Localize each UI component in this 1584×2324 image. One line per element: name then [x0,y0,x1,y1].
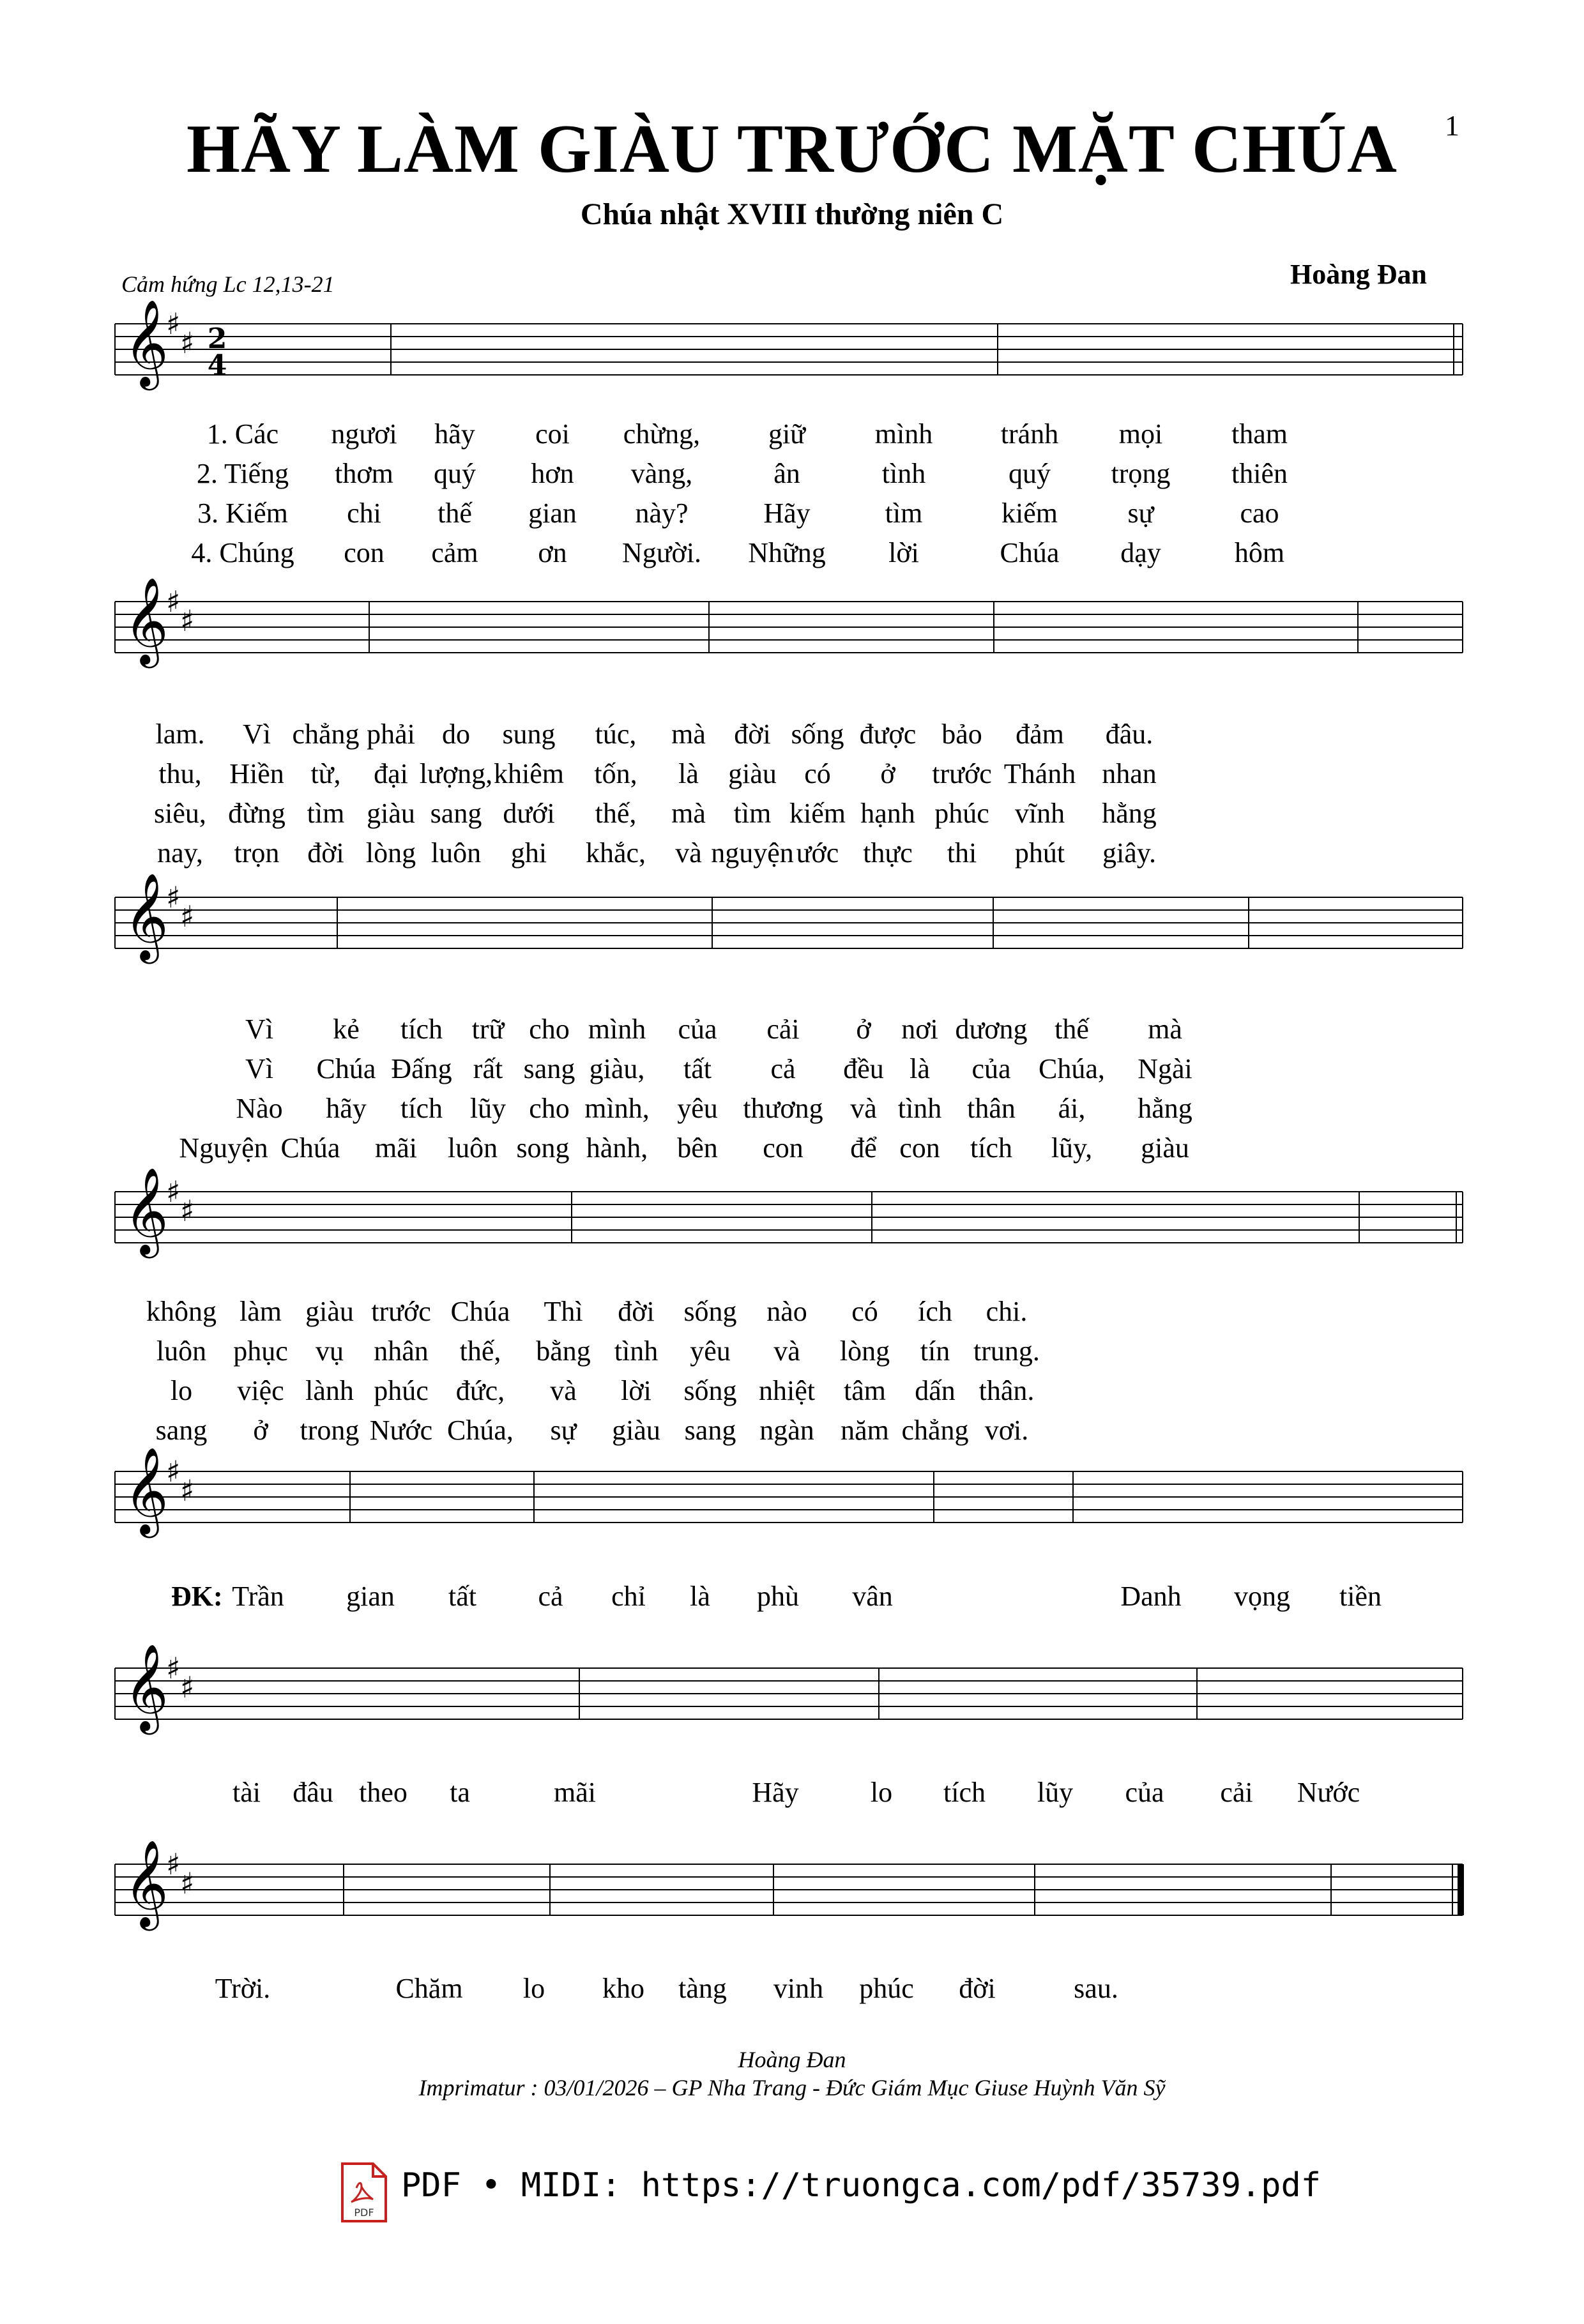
lyric-syllable: vân [852,1581,893,1612]
lyric-syllable: là [910,1053,930,1084]
lyric-syllable: chẳng [292,718,360,750]
lyric-syllable: hạnh [860,798,915,829]
lyric-syllable: tìm [885,497,923,529]
composer-name: Hoàng Đan [1290,259,1427,290]
lyric-syllable: 2. Tiếng [196,458,289,489]
treble-clef: 𝄞 [124,1839,169,1927]
lyric-syllable: đức, [455,1375,505,1406]
lyric-syllable: đời [734,718,771,750]
lyric-syllable: khiêm [494,758,564,789]
lyric-syllable: và [850,1093,877,1124]
lyric-syllable: Nước [1297,1777,1360,1808]
lyric-syllable: vàng, [630,458,693,489]
lyric-syllable: tài [232,1777,261,1808]
lyric-syllable: Trần [232,1581,284,1612]
lyric-syllable: tín [920,1335,950,1367]
sharp-icon: ♯ [166,1454,181,1489]
lyric-syllable: đâu. [1105,718,1154,750]
lyric-syllable: sống [683,1375,737,1406]
sharp-icon: ♯ [180,1194,195,1228]
page-number: 1 [1445,109,1459,142]
lyric-syllable: quý [1009,458,1051,489]
lyric-syllable: thế, [459,1335,501,1367]
lyric-syllable: bên [677,1132,718,1164]
lyric-syllable: Thì [544,1296,583,1327]
lyric-syllable: thân [967,1093,1016,1124]
sharp-icon: ♯ [180,326,195,360]
lyric-syllable: ngươi [331,418,397,450]
lyric-syllable: phù [757,1581,799,1612]
lyric-syllable: ái, [1058,1093,1086,1124]
pdf-file-icon[interactable] [340,2162,388,2224]
lyric-syllable: giàu [367,798,415,829]
lyric-syllable: kiếm [789,798,846,829]
treble-clef: 𝄞 [124,1446,169,1534]
lyric-syllable: phút [1014,837,1065,869]
lyric-syllable: có [851,1296,878,1327]
lyric-syllable: ân [773,458,800,489]
lyric-syllable: vơi. [984,1415,1029,1446]
lyric-syllable: do [442,718,470,750]
lyric-syllable: chừng, [623,418,701,450]
lyric-syllable: nhiệt [759,1375,815,1406]
treble-clef: 𝄞 [124,1166,169,1254]
lyric-syllable: ơn [538,537,567,568]
lyric-syllable: mình [588,1014,646,1045]
lyric-syllable: Người. [621,537,702,568]
lyric-syllable: Trời. [215,1973,271,2004]
lyric-syllable: sự [550,1415,577,1446]
lyric-syllable: việc [237,1375,284,1406]
lyric-syllable: thương [743,1093,823,1124]
lyric-syllable: Thánh [1003,758,1076,789]
lyric-syllable: yêu [690,1335,731,1367]
lyric-syllable: lam. [155,718,205,750]
lyric-syllable: lòng [839,1335,890,1367]
lyric-syllable: trữ [471,1014,505,1045]
sharp-icon: ♯ [180,1670,195,1705]
lyric-syllable: đừng [228,798,286,829]
lyric-syllable: gian [346,1581,395,1612]
footer-author: Hoàng Đan [738,2047,846,2072]
lyric-syllable: thiên [1231,458,1288,489]
lyric-syllable: cải [766,1014,800,1045]
treble-clef: 𝄞 [124,872,169,960]
lyric-syllable: luôn [156,1335,207,1367]
lyric-syllable: mình, [584,1093,650,1124]
lyric-syllable: phục [233,1335,288,1367]
lyric-syllable: trọng [1111,458,1171,489]
lyric-syllable: tìm [733,798,772,829]
lyric-syllable: con [344,537,385,568]
final-barline [1458,1864,1464,1915]
lyric-syllable: Hiền [229,758,284,789]
lyric-syllable: cả [538,1581,563,1612]
sharp-icon: ♯ [180,899,195,934]
lyric-syllable: và [773,1335,800,1367]
lyric-syllable: bằng [536,1335,591,1367]
lyric-syllable: cảm [431,537,478,568]
lyric-syllable: 4. Chúng [191,537,294,568]
sharp-icon: ♯ [166,1847,181,1881]
lyric-syllable: sang [155,1415,208,1446]
lyric-syllable: siêu, [154,798,206,829]
sharp-icon: ♯ [180,1473,195,1508]
lyric-syllable: 3. Kiếm [197,497,288,529]
lyric-syllable: cải [1220,1777,1253,1808]
lyric-syllable: mình [874,418,933,450]
sharp-icon: ♯ [166,584,181,619]
lyric-syllable: yêu [677,1093,718,1124]
sharp-icon: ♯ [166,1651,181,1685]
lyric-syllable: sung [502,718,556,750]
lyric-syllable: theo [359,1777,407,1808]
lyric-syllable: quý [434,458,476,489]
lyric-syllable: lành [305,1375,354,1406]
lyric-syllable: đâu [293,1777,333,1808]
lyric-syllable: tốn, [594,758,637,789]
treble-clef: 𝄞 [124,298,169,386]
lyric-syllable: vọng [1234,1581,1290,1612]
lyric-syllable: dương [955,1014,1028,1045]
lyric-syllable: cả [770,1053,796,1084]
lyric-syllable: Danh [1120,1581,1182,1612]
pdf-icon-label: PDF [354,2206,374,2219]
lyric-syllable: gian [528,497,577,529]
lyric-syllable: Chúa [1000,537,1060,568]
lyric-syllable: lũy, [1051,1132,1093,1164]
lyric-syllable: ở [253,1415,268,1446]
lyric-syllable: không [146,1296,217,1327]
lyric-syllable: ở [856,1014,871,1045]
lyric-syllable: chi. [986,1296,1028,1327]
lyric-syllable: làm [240,1296,282,1327]
lyric-syllable: sống [683,1296,737,1327]
footer-imprimatur: Imprimatur : 03/01/2026 – GP Nha Trang - Đức Giám Mục Giuse Huỳnh Văn Sỹ [418,2075,1166,2100]
lyric-syllable: lời [621,1375,651,1406]
lyric-syllable: của [678,1014,717,1045]
lyric-syllable: phải [367,718,415,750]
refrain-label: ĐK: [171,1581,223,1612]
lyric-syllable: lũy [1037,1777,1074,1808]
lyric-syllable: giàu [612,1415,660,1446]
lyric-syllable: cho [529,1093,570,1124]
lyric-syllable: có [804,758,831,789]
sharp-icon: ♯ [166,1174,181,1209]
lyric-syllable: Ngài [1138,1053,1192,1084]
lyric-syllable: hằng [1102,798,1157,829]
lyric-syllable: rất [473,1053,503,1084]
lyric-syllable: túc, [595,718,637,750]
lyric-syllable: nơi [901,1014,938,1045]
lyric-syllable: lòng [365,837,416,869]
lyric-syllable: ngàn [759,1415,814,1446]
lyric-syllable: Chúa [316,1053,376,1084]
sharp-icon: ♯ [180,1866,195,1901]
lyric-syllable: thi [947,837,977,869]
lyric-syllable: giàu [305,1296,354,1327]
download-link[interactable]: PDF • MIDI: https://truongca.com/pdf/35739.pdf [401,2166,1321,2205]
treble-clef: 𝄞 [124,576,169,664]
lyric-syllable: giàu, [589,1053,645,1084]
lyric-syllable: Nào [236,1093,283,1124]
lyric-syllable: Chúa [280,1132,340,1164]
sharp-icon: ♯ [180,604,195,638]
lyric-syllable: dạy [1120,537,1161,568]
lyric-syllable: thế, [595,798,637,829]
lyric-syllable: thơm [335,458,393,489]
lyric-syllable: nào [766,1296,807,1327]
time-signature-bottom: 4 [207,349,227,382]
lyric-syllable: giàu [1141,1132,1189,1164]
lyric-syllable: mà [671,718,706,750]
lyric-syllable: ghi [510,837,547,869]
lyric-syllable: đảm [1016,718,1064,750]
lyric-syllable: ích [918,1296,952,1327]
lyric-syllable: nay, [157,837,203,869]
lyric-syllable: tích [400,1014,443,1045]
lyric-syllable: năm [841,1415,889,1446]
lyric-syllable: tàng [678,1973,727,2004]
lyric-syllable: thân. [979,1375,1035,1406]
lyric-syllable: đời [618,1296,655,1327]
lyric-syllable: mọi [1118,418,1163,450]
lyric-syllable: thực [863,837,913,869]
lyric-syllable: Những [748,537,826,568]
lyric-syllable: là [678,758,699,789]
lyric-syllable: giữ [768,418,806,450]
lyric-syllable: con [763,1132,803,1164]
lyric-syllable: đời [959,1973,996,2004]
lyric-syllable: hằng [1138,1093,1192,1124]
lyric-syllable: chẳng [901,1415,969,1446]
lyric-syllable: Nguyện [179,1132,268,1164]
lyric-syllable: tích [943,1777,986,1808]
lyric-syllable: Chúa, [1039,1053,1105,1084]
lyric-syllable: thế [438,497,472,529]
lyric-syllable: ở [880,758,895,789]
lyric-syllable: tình [897,1093,942,1124]
lyric-syllable: dấn [915,1375,956,1406]
lyric-syllable: lời [888,537,919,568]
lyric-syllable: nhân [374,1335,429,1367]
lyric-syllable: cho [529,1014,570,1045]
lyric-syllable: lo [870,1777,893,1808]
lyric-syllable: trước [371,1296,431,1327]
lyric-syllable: phúc [934,798,989,829]
lyric-syllable: tích [970,1132,1012,1164]
lyric-syllable: Chăm [395,1973,463,2004]
lyric-syllable: sang [684,1415,736,1446]
lyric-syllable: lo [522,1973,545,2004]
lyric-syllable: Vì [245,1014,273,1045]
lyric-syllable: phúc [374,1375,429,1406]
lyric-syllable: mãi [375,1132,417,1164]
lyric-syllable: phúc [859,1973,914,2004]
lyric-syllable: Vì [245,1053,273,1084]
lyric-syllable: Nước [369,1415,433,1446]
lyric-syllable: giây. [1102,837,1156,869]
lyric-syllable: tích [400,1093,443,1124]
lyric-syllable: 1. Các [206,418,279,450]
lyric-syllable: đại [374,758,408,789]
lyric-syllable: sự [1127,497,1154,529]
lyric-syllable: và [675,837,702,869]
lyric-syllable: hãy [326,1093,367,1124]
lyric-syllable: tất [683,1053,712,1084]
lyric-syllable: Hãy [752,1777,799,1808]
song-title: HÃY LÀM GIÀU TRƯỚC MẶT CHÚA [186,111,1397,187]
lyric-syllable: luôn [447,1132,498,1164]
lyric-syllable: kẻ [333,1014,360,1045]
lyric-syllable: được [859,718,917,750]
lyric-syllable: bảo [941,718,982,750]
lyric-syllable: Chúa [450,1296,510,1327]
lyric-syllable: thế [1055,1014,1089,1045]
lyric-syllable: sang [430,798,482,829]
lyric-syllable: của [971,1053,1011,1084]
lyric-syllable: nguyện [711,837,794,869]
lyric-syllable: cao [1240,497,1279,529]
lyric-syllable: vinh [773,1973,824,2004]
lyric-syllable: nhan [1102,758,1157,789]
scripture-reference: Cảm hứng Lc 12,13-21 [121,271,335,297]
lyric-syllable: tìm [307,798,345,829]
lyric-syllable: trước [932,758,992,789]
lyric-syllable: trung. [973,1335,1040,1367]
lyric-syllable: là [690,1581,710,1612]
lyric-syllable: đời [307,837,344,869]
lyric-syllable: hành, [586,1132,648,1164]
lyric-syllable: luôn [430,837,482,869]
lyric-syllable: sống [791,718,844,750]
lyric-syllable: hãy [434,418,475,450]
lyric-syllable: hơn [531,458,574,489]
lyric-syllable: con [899,1132,940,1164]
lyric-syllable: tránh [1000,418,1059,450]
lyric-syllable: sang [523,1053,575,1084]
time-signature-top: 2 [207,323,227,355]
lyric-syllable: này? [635,497,689,529]
lyric-syllable: từ, [310,758,341,789]
lyric-syllable: sau. [1074,1973,1118,2004]
lyric-syllable: thu, [158,758,202,789]
lyric-syllable: lũy [469,1093,506,1124]
lyric-syllable: Hãy [763,497,811,529]
song-subtitle: Chúa nhật XVIII thường niên C [580,197,1004,231]
lyric-syllable: lượng, [419,758,493,789]
lyric-syllable: tham [1231,418,1288,450]
lyric-syllable: tiền [1339,1581,1382,1612]
lyric-syllable: mãi [554,1777,596,1808]
lyric-syllable: mà [671,798,706,829]
treble-clef: 𝄞 [124,1643,169,1731]
sharp-icon: ♯ [166,307,181,341]
lyric-syllable: khắc, [585,837,646,869]
lyric-syllable: coi [535,418,570,450]
lyric-syllable: đều [843,1053,884,1084]
lyric-syllable: lo [170,1375,193,1406]
lyric-syllable: tình [881,458,926,489]
lyric-syllable: ước [796,837,839,869]
lyric-syllable: ta [450,1777,470,1808]
lyric-syllable: chỉ [611,1581,646,1612]
lyric-syllable: kho [602,1973,644,2004]
lyric-syllable: để [850,1132,877,1164]
lyric-syllable: hôm [1234,537,1285,568]
sharp-icon: ♯ [166,880,181,915]
lyric-syllable: của [1125,1777,1164,1808]
lyric-syllable: mà [1148,1014,1182,1045]
lyric-syllable: dưới [503,798,555,829]
lyric-syllable: và [550,1375,577,1406]
lyric-syllable: vụ [316,1335,344,1367]
lyric-syllable: trong [300,1415,360,1446]
lyric-syllable: tình [614,1335,659,1367]
lyric-syllable: giàu [728,758,777,789]
lyric-syllable: Đấng [391,1053,452,1084]
lyric-syllable: song [516,1132,570,1164]
lyric-syllable: Vì [243,718,271,750]
lyric-syllable: Chúa, [447,1415,514,1446]
lyric-syllable: kiếm [1001,497,1058,529]
lyric-syllable: chi [347,497,381,529]
lyric-syllable: trọn [234,837,280,869]
lyric-syllable: tất [448,1581,476,1612]
lyric-syllable: vĩnh [1014,798,1065,829]
lyric-syllable: tâm [844,1375,886,1406]
